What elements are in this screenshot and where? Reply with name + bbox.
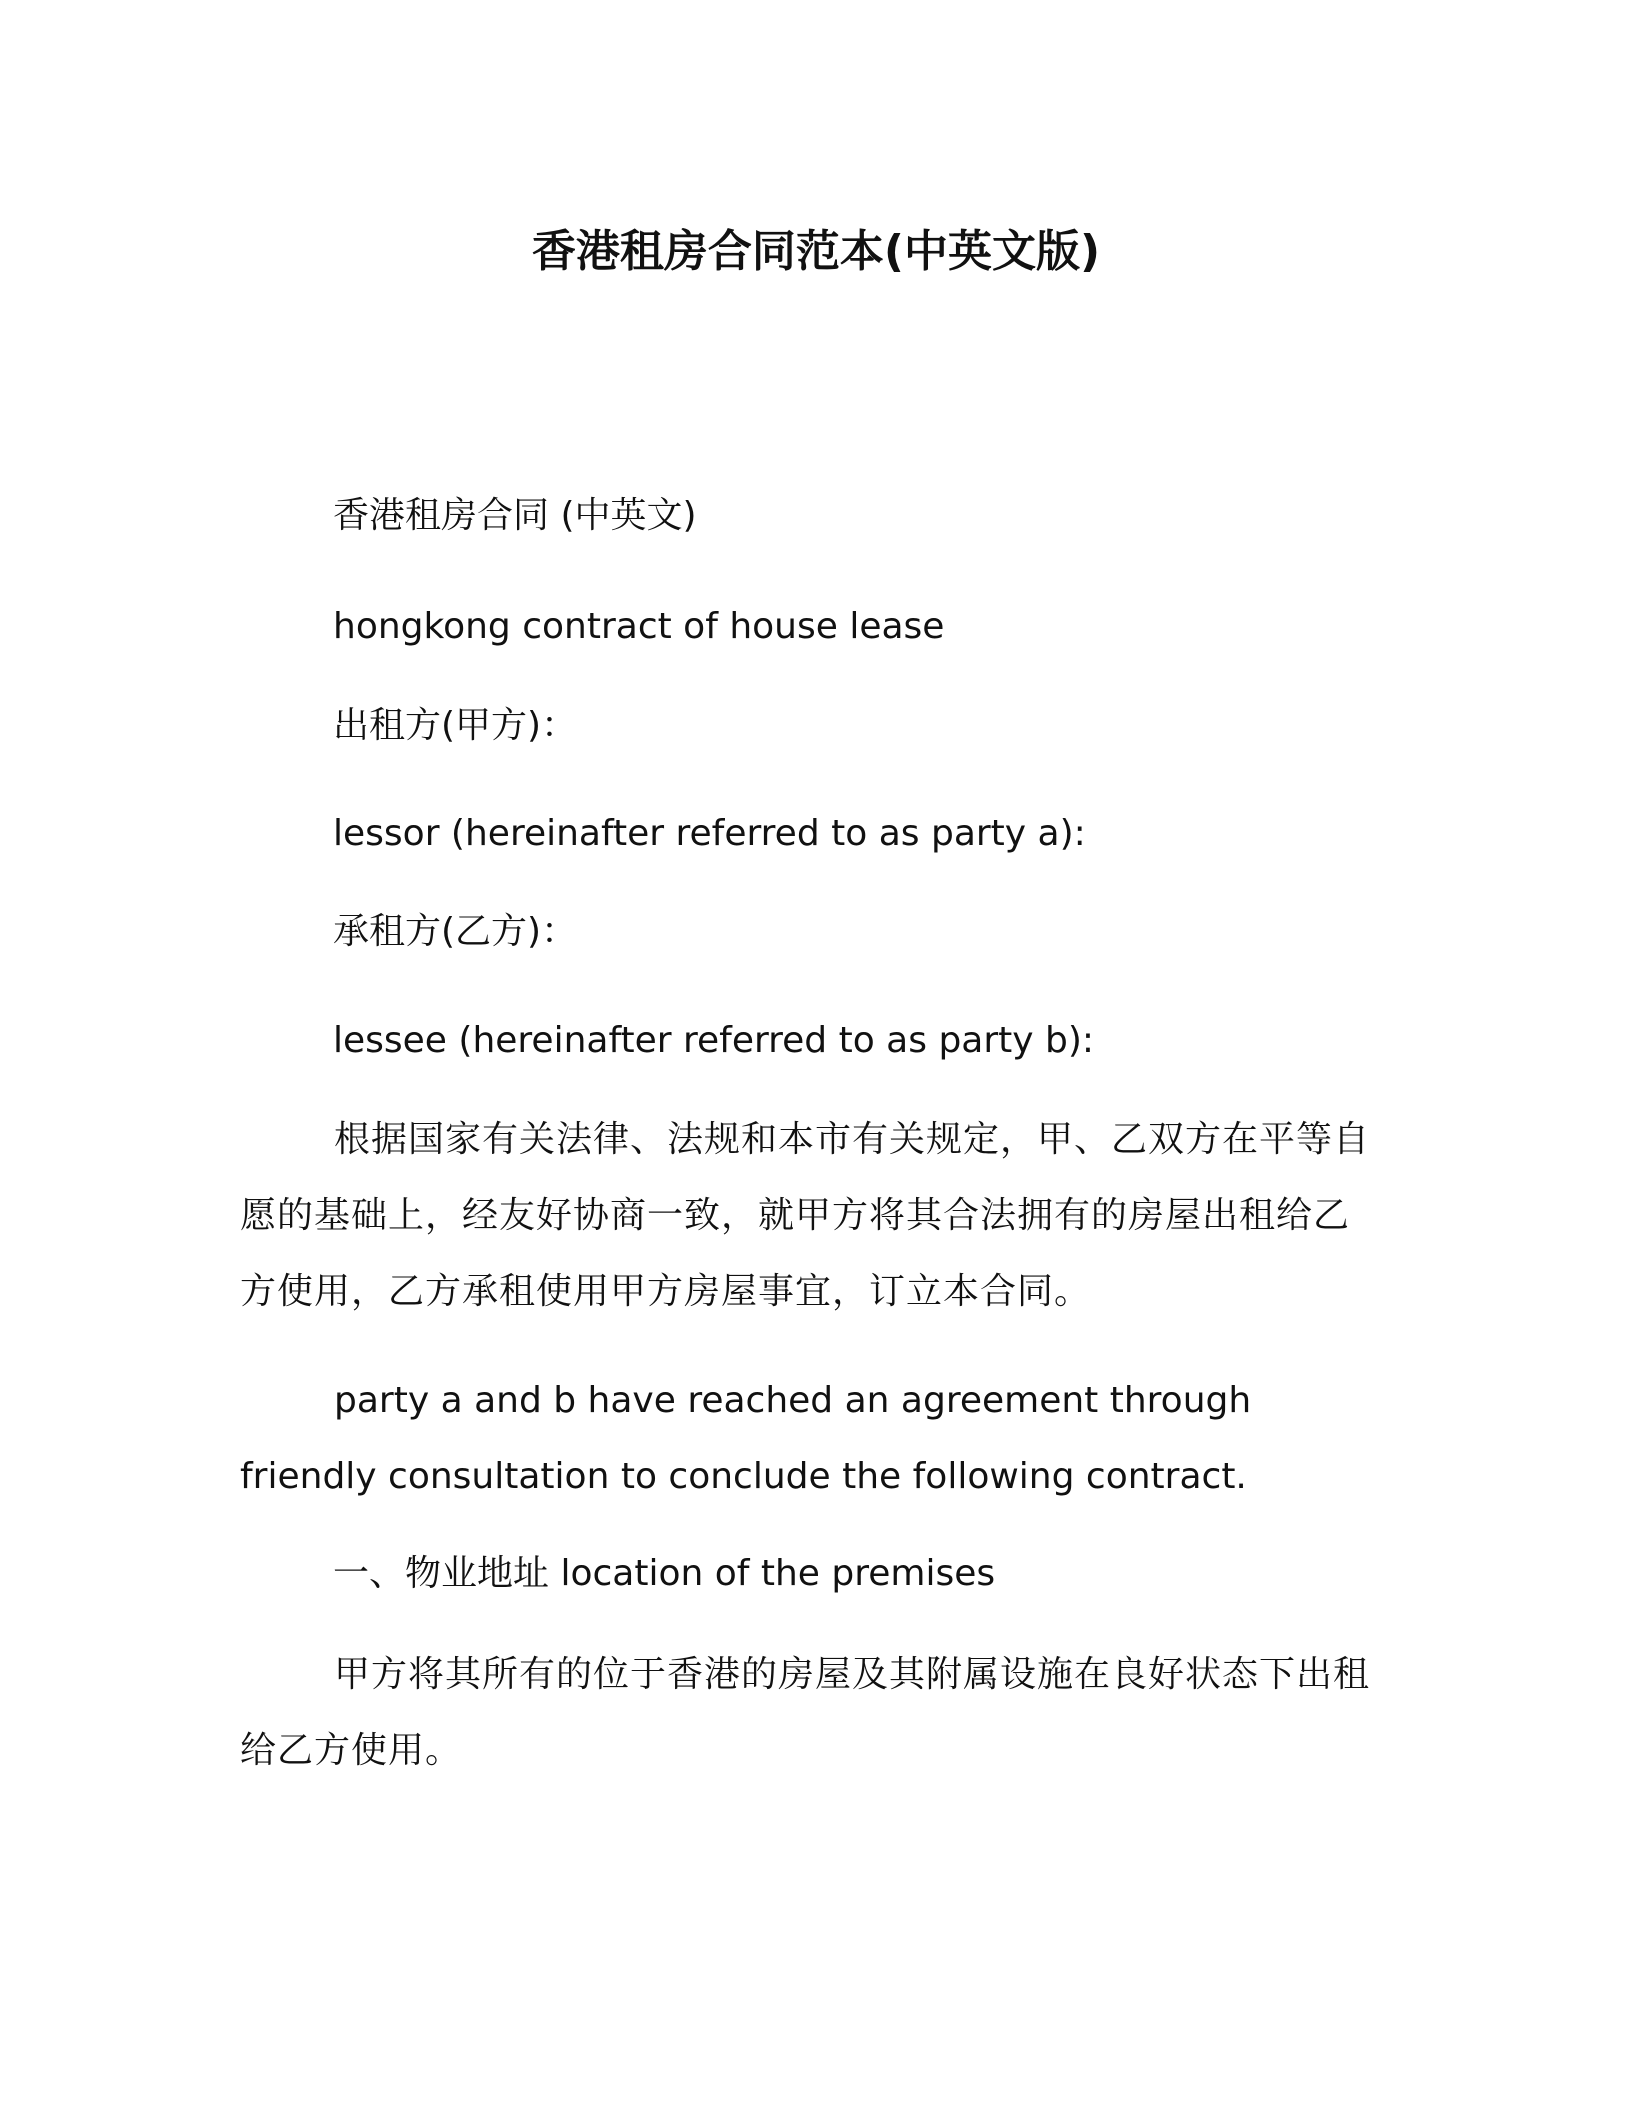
preamble-en-paragraph: party a and b have reached an agreement through friendly consultation to conclude the following contract. (240, 1380, 1252, 1497)
lessor-cn-label: 出租方(甲方)： (333, 705, 578, 746)
heading-en: hongkong contract of house lease (333, 606, 945, 647)
section1-body-cn: 甲方将其所有的位于香港的房屋及其附属设施在良好状态下出租给乙方使用。 (240, 1654, 1371, 1771)
lessee-en-label: lessee (hereinafter referred to as party b): (333, 1020, 1095, 1061)
preamble-cn-paragraph: 根据国家有关法律、法规和本市有关规定，甲、乙双方在平等自愿的基础上，经友好协商一致，就甲方将其合法拥有的房屋出租给乙方使用，乙方承租使用甲方房屋事宜，订立本合同。 (240, 1119, 1371, 1312)
lessee-cn-label: 承租方(乙方)： (333, 911, 578, 952)
document-title: 香港租房合同范本(中英文版) (531, 226, 1101, 277)
section1-heading: 一、物业地址 location of the premises (333, 1553, 996, 1594)
lessor-en-label: lessor (hereinafter referred to as party a): (333, 813, 1086, 854)
heading-cn: 香港租房合同 (中英文) (333, 495, 697, 536)
